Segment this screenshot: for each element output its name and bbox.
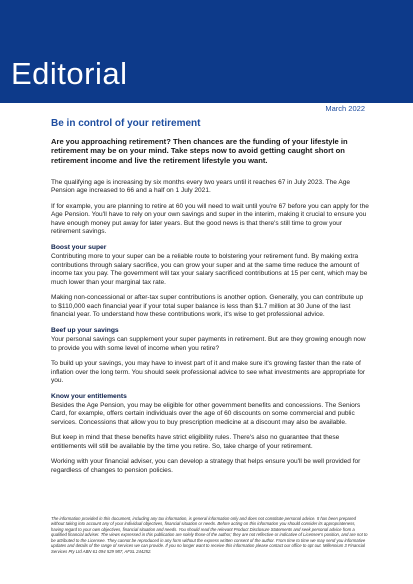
publication-date: March 2022 [325, 104, 365, 113]
legal-disclaimer: The information provided in this document, including any tax information, is general information only and does not constitute personal advice. It has been prepared without taking into account any of your individual objectives, financial situation or needs. Before acting on this information you should consider its appropriateness, having regard to your own objectives, financial situation and needs. You should read the relevant Product Disclosure Statements and seek personal advice from a qualified financial adviser. The views expressed in this publication are solely those of the author; they are not reflective or indicative of Licensee's position, and are not to be attributed to the Licensee. They cannot be reproduced in any form without the express written consent of the author. From time to time we may send you informative updates and details of the range of services we can provide. If you no longer want to receive this information please contact our office to opt out. Millennium 3 Financial Services Pty Ltd ABN 61 094 529 987, AFSL 244252. [51, 516, 368, 554]
banner-title: Editorial [11, 56, 128, 91]
section-heading-savings: Beef up your savings [51, 326, 119, 334]
paragraph: The qualifying age is increasing by six months every two years until it reaches 67 in July 2023. The Age Pension age increased to 66 and a half on 1 July 2021. [51, 178, 351, 195]
paragraph: But keep in mind that these benefits have strict eligibility rules. There's also no guarantee that these entitlements will still be available by the time you retire. So, take charge of your retirement. [51, 434, 340, 450]
paragraph: Making non-concessional or after-tax super contributions is another option. Generally, you can contribute up to $110,000 each financial year if your total super balance is less than $1.7 million at 30 June of the last financial year. To understand how these contributions work, it's wise to get professional advice. [51, 294, 364, 319]
paragraph: Besides the Age Pension, you may be eligible for other government benefits and concessions. The Seniors Card, for example, offers certain individuals over the age of 60 discounts on some commercial and public services. Concessions that allow you to buy prescription medicine at a discount may also be available. [51, 401, 361, 426]
article-intro: Are you approaching retirement? Then chances are the funding of your lifestyle in retirement may be on your mind. Take steps now to avoid getting caught short on retirement income and live the retirement lifestyle you want. [51, 137, 348, 165]
paragraph: Working with your financial adviser, you can develop a strategy that helps ensure you'll be well provided for regardless of changes to pension policies. [51, 458, 361, 474]
section-heading-entitlements: Know your entitlements [51, 392, 127, 400]
article-body [51, 118, 369, 482]
paragraph: Your personal savings can supplement your super payments in retirement. But are they growing enough now to provide you with some level of income when you retire? [51, 336, 366, 352]
paragraph: If for example, you are planning to retire at 60 you will need to wait until you're 67 before you can apply for the Age Pension. You'll have to rely on your own savings and super in the interim, making it crucial to ensure you have enough money put away for later years. But the good news is that there's still time to grow your retirement savings. [51, 202, 369, 236]
header-banner [0, 0, 413, 103]
article-headline: Be in control of your retirement [51, 118, 201, 129]
paragraph: Contributing more to your super can be a reliable route to bolstering your retirement fund. By making extra contributions through salary sacrifice, you can grow your super and at the same time reduce the amount of income tax you pay. The government will tax your salary sacrificed contributions at 15 per cent, which may be much lower than your marginal tax rate. [51, 253, 368, 286]
section-heading-super: Boost your super [51, 243, 107, 251]
paragraph: To build up your savings, you may have to invest part of it and make sure it's growing faster than the rate of inflation over the long term. You should seek professional advice to see what investments are appropriate for you. [51, 360, 366, 384]
